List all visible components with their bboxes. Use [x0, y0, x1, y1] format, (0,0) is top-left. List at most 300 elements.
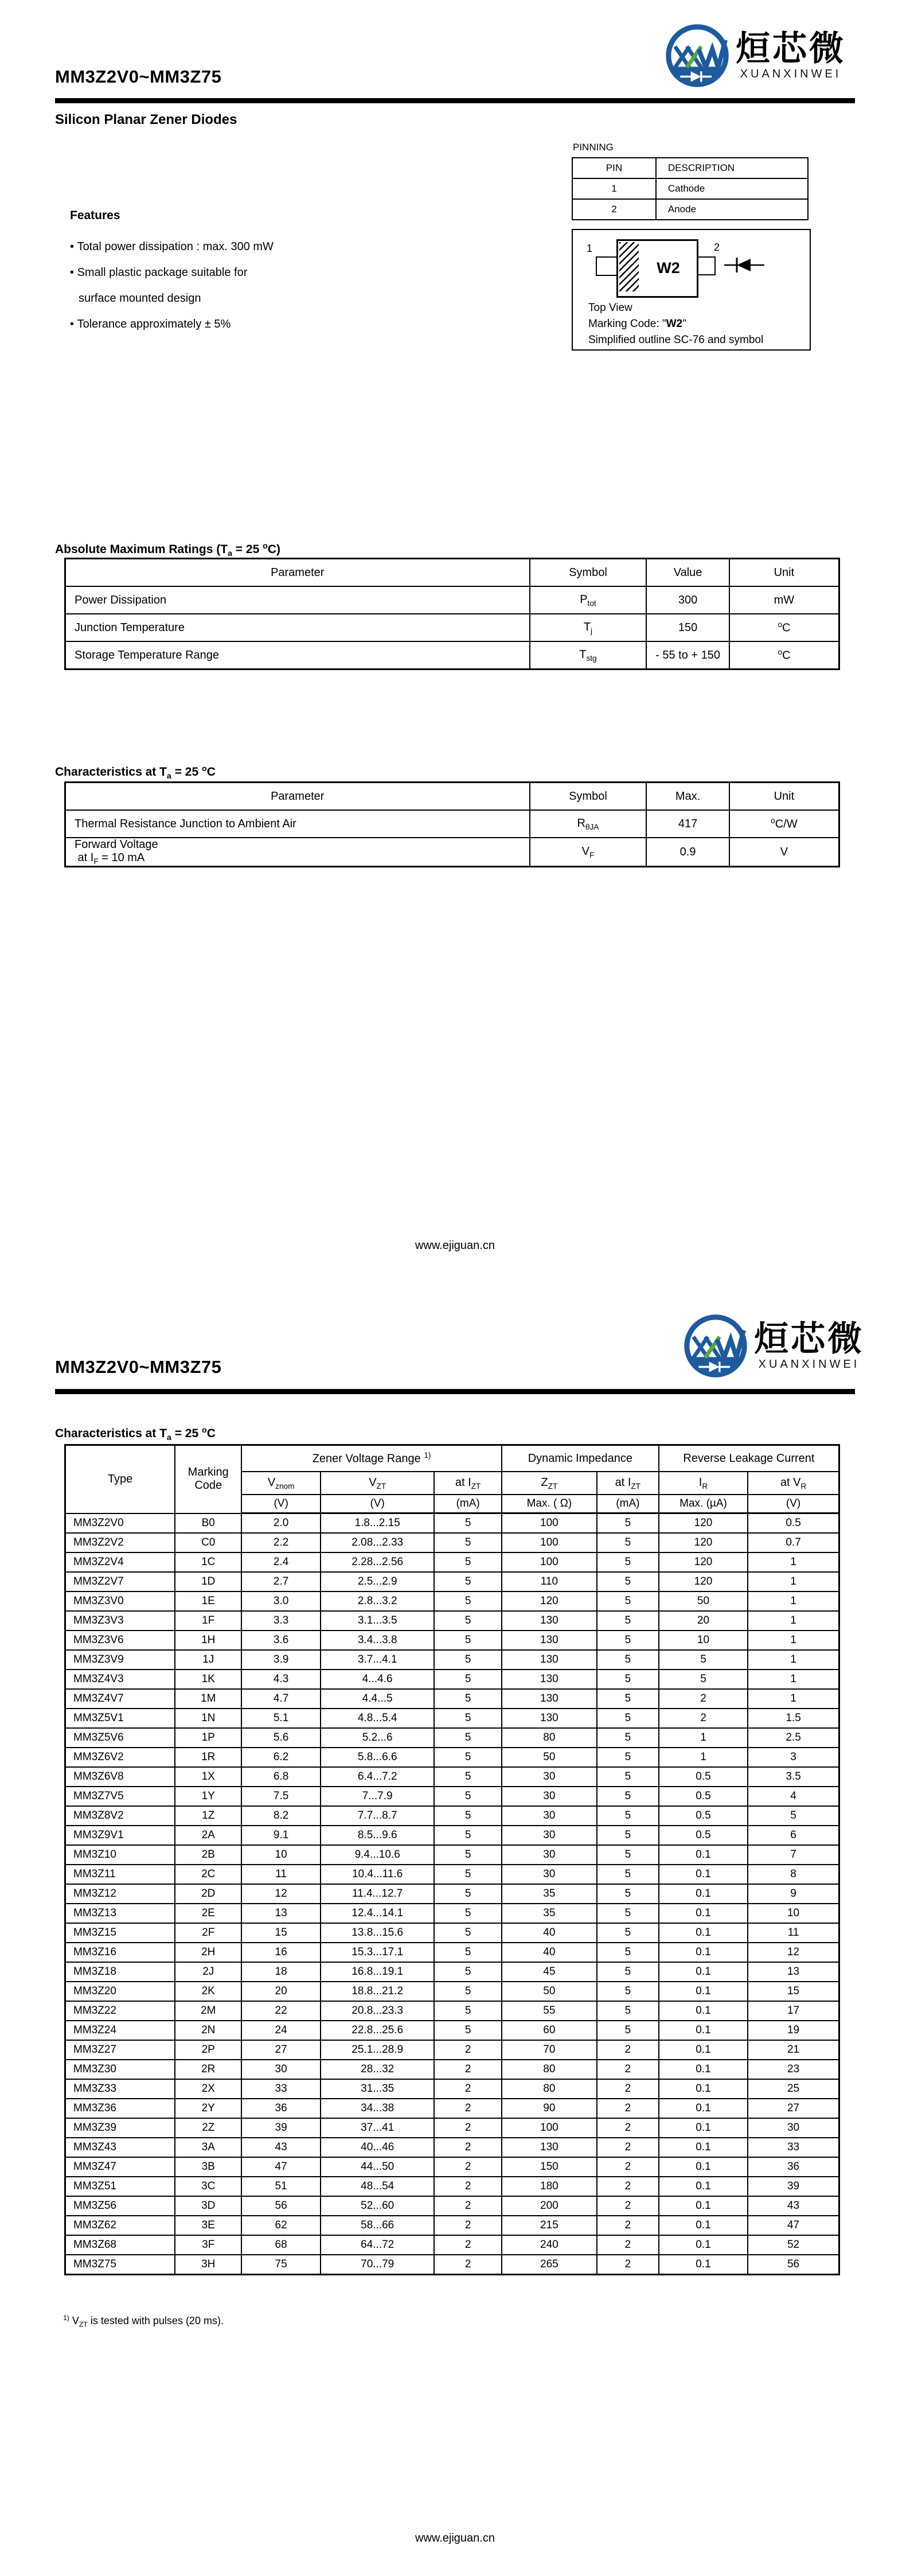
table-cell: 9 — [748, 1884, 839, 1904]
table-cell: 5 — [434, 1904, 501, 1923]
unit-header: Max. (µA) — [659, 1495, 748, 1513]
abs-max-table — [64, 558, 840, 670]
table-cell: 36 — [748, 2157, 839, 2177]
table-cell: 1N — [175, 1709, 241, 1728]
table-row — [65, 1631, 839, 1650]
table-cell: 2 — [434, 2099, 501, 2118]
table-cell: 0.9 — [646, 838, 729, 867]
table-row — [65, 1709, 839, 1728]
table-cell: 120 — [659, 1533, 748, 1552]
table-row — [65, 2001, 839, 2021]
table-cell: 5 — [434, 1767, 501, 1787]
table-cell: 5 — [434, 1748, 501, 1767]
table-cell: 5 — [748, 1806, 839, 1826]
char1-title: Characteristics at $T_a = 25$ $^o$C — [55, 764, 216, 781]
table-cell: 43 — [748, 2196, 839, 2216]
table-footnote: $^{1)}$ $V_{ZT}$ is tested with pulses (20 ms). — [63, 2314, 224, 2329]
table-cell: 2M — [175, 2001, 241, 2021]
table-cell: 11 — [241, 1865, 321, 1884]
caption-line: Simplified outline SC-76 and symbol — [588, 334, 764, 346]
table-cell: 0.1 — [659, 1865, 748, 1884]
table-header-row — [65, 783, 839, 811]
table-cell: 10 — [659, 1631, 748, 1650]
footer-url: www.ejiguan.cn — [415, 2532, 495, 2544]
table-row — [65, 1962, 839, 1982]
table-cell: 5 — [597, 1728, 659, 1748]
table-cell: MM3Z12 — [65, 1884, 175, 1904]
table-cell: MM3Z30 — [65, 2060, 175, 2079]
table-cell: $V_F$ — [530, 838, 647, 867]
table-cell: MM3Z5V6 — [65, 1728, 175, 1748]
table-cell: 5 — [597, 2021, 659, 2040]
table-cell: 40 — [502, 1943, 597, 1962]
table-row — [65, 1884, 839, 1904]
table-cell: 3F — [175, 2235, 241, 2255]
table-cell: 5 — [434, 1709, 501, 1728]
table-row — [65, 1552, 839, 1572]
table-cell: MM3Z4V3 — [65, 1670, 175, 1689]
table-cell: 5 — [597, 1748, 659, 1767]
table-cell: 20 — [659, 1611, 748, 1631]
table-cell: 2.28...2.56 — [321, 1552, 434, 1572]
column-header: Symbol — [530, 559, 647, 587]
table-cell: 2 — [597, 2255, 659, 2275]
table-cell: 6.2 — [241, 1748, 321, 1767]
table-cell: 80 — [502, 1728, 597, 1748]
table-cell: 17 — [748, 2001, 839, 2021]
table-cell: MM3Z11 — [65, 1865, 175, 1884]
table-row — [65, 1650, 839, 1670]
table-cell: MM3Z75 — [65, 2255, 175, 2275]
table-cell: MM3Z3V9 — [65, 1650, 175, 1670]
table-cell: 10 — [748, 1904, 839, 1923]
table-cell: 1 — [748, 1591, 839, 1611]
table-row — [65, 1943, 839, 1962]
xxw-logo-icon — [665, 23, 730, 88]
table-cell: 62 — [241, 2216, 321, 2235]
table-cell: 50 — [502, 1748, 597, 1767]
table-cell: 3.0 — [241, 1591, 321, 1611]
table-cell: 1E — [175, 1591, 241, 1611]
table-cell: 15 — [241, 1923, 321, 1943]
table-cell: 2.08...2.33 — [321, 1533, 434, 1552]
table-cell: 5 — [597, 1513, 659, 1534]
feature-item — [70, 234, 274, 260]
table-cell: - 55 to + 150 — [646, 641, 729, 670]
caption-line: Top View — [588, 302, 632, 314]
table-cell: 5 — [434, 1552, 501, 1572]
table-cell: Junction Temperature — [65, 614, 530, 641]
column-header: $V_{ZT}$ — [321, 1472, 434, 1495]
table-row — [65, 1533, 839, 1552]
table-cell: 1C — [175, 1552, 241, 1572]
table-row — [65, 2138, 839, 2157]
table-cell: MM3Z2V2 — [65, 1533, 175, 1552]
table-cell: 24 — [241, 2021, 321, 2040]
table-row — [65, 2157, 839, 2177]
table-cell: 2 — [434, 2235, 501, 2255]
table-cell: 5 — [597, 1631, 659, 1650]
table-cell: 0.5 — [748, 1513, 839, 1534]
table-row — [65, 1572, 839, 1591]
table-cell: 33 — [748, 2138, 839, 2157]
table-cell: 2 — [434, 2177, 501, 2196]
table-cell: 2 — [597, 2099, 659, 2118]
table-cell: 5 — [434, 1650, 501, 1670]
table-cell: 240 — [502, 2235, 597, 2255]
table-cell: 0.1 — [659, 2079, 748, 2099]
table-cell: 30 — [241, 2060, 321, 2079]
table-cell: 68 — [241, 2235, 321, 2255]
table-cell: 16.8...19.1 — [321, 1962, 434, 1982]
table-cell: 6 — [748, 1826, 839, 1845]
table-cell: 120 — [659, 1513, 748, 1534]
table-cell: MM3Z16 — [65, 1943, 175, 1962]
table-row — [65, 2099, 839, 2118]
table-cell: 2 — [434, 2255, 501, 2275]
table-cell: 20 — [241, 1982, 321, 2001]
table-group-header-row — [65, 1445, 839, 1472]
table-cell: 100 — [502, 2118, 597, 2138]
feature-text: Total power dissipation : max. 300 mW — [77, 240, 274, 253]
table-row — [65, 2177, 839, 2196]
table-cell: 2A — [175, 1826, 241, 1845]
table-cell: 0.1 — [659, 2138, 748, 2157]
table-cell: 22 — [241, 2001, 321, 2021]
table-cell: 25.1...28.9 — [321, 2040, 434, 2060]
unit-header: (mA) — [434, 1495, 501, 1513]
table-cell: 0.7 — [748, 1533, 839, 1552]
table-cell: 5 — [434, 1826, 501, 1845]
table-cell: $T_{stg}$ — [530, 641, 647, 670]
table-cell: 13.8...15.6 — [321, 1923, 434, 1943]
table-cell: 130 — [502, 1709, 597, 1728]
table-cell: 58...66 — [321, 2216, 434, 2235]
table-cell: 5 — [597, 1611, 659, 1631]
table-cell: 5 — [597, 1845, 659, 1865]
table-cell: MM3Z62 — [65, 2216, 175, 2235]
column-header: Symbol — [530, 783, 647, 811]
table-cell: 2Z — [175, 2118, 241, 2138]
table-cell: 2.0 — [241, 1513, 321, 1534]
brand-name-en: XUANXINWEI — [740, 68, 842, 80]
table-cell: 5 — [597, 1650, 659, 1670]
table-row — [65, 2235, 839, 2255]
table-cell: 3B — [175, 2157, 241, 2177]
table-cell: 2H — [175, 1943, 241, 1962]
table-cell: MM3Z27 — [65, 2040, 175, 2060]
table-cell: 15.3...17.1 — [321, 1943, 434, 1962]
table-cell: MM3Z7V5 — [65, 1787, 175, 1806]
brand-name-cn: 烜芯微 — [736, 29, 846, 68]
table-cell: Thermal Resistance Junction to Ambient Air — [65, 810, 530, 838]
table-cell: 30 — [748, 2118, 839, 2138]
table-row — [65, 1904, 839, 1923]
table-cell: 64...72 — [321, 2235, 434, 2255]
table-cell: 2 — [659, 1689, 748, 1709]
table-cell: 36 — [241, 2099, 321, 2118]
table-cell: 0.1 — [659, 2001, 748, 2021]
zener-diode-symbol-icon — [724, 256, 766, 274]
column-header: Max. — [646, 783, 729, 811]
table-cell: 18.8...21.2 — [321, 1982, 434, 2001]
table-cell: $T_j$ — [530, 614, 647, 641]
cathode-lead — [596, 256, 619, 276]
datasheet-page-2 — [0, 1288, 910, 2576]
table-cell: 2 — [597, 2157, 659, 2177]
table-cell: 5 — [434, 1962, 501, 1982]
table-cell: 80 — [502, 2060, 597, 2079]
table-cell: Forward Voltage at $I_F = 10$ mA — [65, 838, 530, 867]
table-row — [65, 641, 839, 670]
column-header: at $I_{ZT}$ — [597, 1472, 659, 1495]
table-cell: 0.1 — [659, 1962, 748, 1982]
table-cell: V — [729, 838, 839, 867]
table-cell: 0.1 — [659, 1845, 748, 1865]
table-cell: MM3Z39 — [65, 2118, 175, 2138]
table-cell: B0 — [175, 1513, 241, 1534]
table-cell: 11.4...12.7 — [321, 1884, 434, 1904]
table-cell: 130 — [502, 1611, 597, 1631]
table-cell: 2 — [434, 2118, 501, 2138]
header-rule — [55, 98, 855, 103]
bullet: • — [70, 240, 77, 253]
table-cell: 30 — [502, 1767, 597, 1787]
table-cell: 1 — [748, 1650, 839, 1670]
table-cell: MM3Z15 — [65, 1923, 175, 1943]
table-cell: 18 — [241, 1962, 321, 1982]
table-cell: MM3Z3V3 — [65, 1611, 175, 1631]
table-cell: 110 — [502, 1572, 597, 1591]
unit-header: Max. ( Ω) — [502, 1495, 597, 1513]
table-cell: 35 — [502, 1904, 597, 1923]
table-cell: 5 — [434, 1865, 501, 1884]
table-cell: 5 — [597, 1904, 659, 1923]
table-cell: 35 — [502, 1884, 597, 1904]
unit-header: (mA) — [597, 1495, 659, 1513]
unit-header: (V) — [241, 1495, 321, 1513]
table-cell: 5 — [434, 1923, 501, 1943]
table-cell: 300 — [646, 586, 729, 614]
column-header: DESCRIPTION — [656, 158, 808, 178]
table-cell: MM3Z51 — [65, 2177, 175, 2196]
table-cell: 3.7...4.1 — [321, 1650, 434, 1670]
table-cell: MM3Z43 — [65, 2138, 175, 2157]
table-cell: 5 — [597, 1923, 659, 1943]
table-cell: $R_{\theta JA}$ — [530, 810, 647, 838]
table-cell: 2 — [597, 2118, 659, 2138]
bullet: • — [70, 318, 77, 330]
table-cell: MM3Z68 — [65, 2235, 175, 2255]
table-cell: 150 — [646, 614, 729, 641]
table-cell: 30 — [502, 1865, 597, 1884]
table-row — [65, 1728, 839, 1748]
table-row — [65, 1767, 839, 1787]
table-row — [65, 2216, 839, 2235]
table-row — [65, 1670, 839, 1689]
column-header-type: Type — [65, 1445, 175, 1513]
table-cell: 7.5 — [241, 1787, 321, 1806]
table-cell: 48...54 — [321, 2177, 434, 2196]
package-body — [616, 239, 698, 298]
table-cell: 130 — [502, 2138, 597, 2157]
table-cell: 3.6 — [241, 1631, 321, 1650]
table-cell: MM3Z2V4 — [65, 1552, 175, 1572]
table-cell: 5 — [597, 1689, 659, 1709]
table-cell: 3.3 — [241, 1611, 321, 1631]
table-cell: 5 — [597, 2001, 659, 2021]
table-cell: 4.4...5 — [321, 1689, 434, 1709]
table-cell: 1 — [748, 1552, 839, 1572]
table-cell: 120 — [659, 1572, 748, 1591]
table-cell: 8.5...9.6 — [321, 1826, 434, 1845]
table-row — [65, 1787, 839, 1806]
table-row — [65, 838, 839, 867]
table-cell: 1P — [175, 1728, 241, 1748]
brand-logo — [683, 1313, 864, 1379]
table-cell: 23 — [748, 2060, 839, 2079]
page-title: MM3Z2V0~MM3Z75 — [55, 67, 222, 87]
table-cell: Anode — [656, 199, 808, 220]
feature-item — [70, 312, 274, 337]
table-row — [65, 1982, 839, 2001]
table-cell: 2N — [175, 2021, 241, 2040]
table-cell: 265 — [502, 2255, 597, 2275]
table-cell: 80 — [502, 2079, 597, 2099]
table-cell: 50 — [502, 1982, 597, 2001]
table-cell: 52...60 — [321, 2196, 434, 2216]
table-cell: 70...79 — [321, 2255, 434, 2275]
table-cell: 3.5 — [748, 1767, 839, 1787]
table-cell: 75 — [241, 2255, 321, 2275]
table-cell: 9.1 — [241, 1826, 321, 1845]
table-cell: 52 — [748, 2235, 839, 2255]
table-cell: 5.8...6.6 — [321, 1748, 434, 1767]
table-cell: 5 — [434, 1513, 501, 1534]
table-cell: 120 — [659, 1552, 748, 1572]
table-cell: 0.1 — [659, 1943, 748, 1962]
table-cell: 34...38 — [321, 2099, 434, 2118]
table-cell: 56 — [748, 2255, 839, 2275]
column-header: Unit — [729, 783, 839, 811]
table-cell: 1 — [659, 1728, 748, 1748]
table-cell: 0.1 — [659, 2021, 748, 2040]
package-captions — [588, 300, 763, 348]
table-cell: 2.2 — [241, 1533, 321, 1552]
table-cell: 3H — [175, 2255, 241, 2275]
table-cell: 0.5 — [659, 1806, 748, 1826]
table-cell: 2X — [175, 2079, 241, 2099]
table-cell: 4.7 — [241, 1689, 321, 1709]
table-cell: 3.9 — [241, 1650, 321, 1670]
table-cell: 2B — [175, 1845, 241, 1865]
table-cell: 0.1 — [659, 2118, 748, 2138]
table-cell: 100 — [502, 1552, 597, 1572]
table-cell: 2 — [434, 2196, 501, 2216]
table-row — [65, 2255, 839, 2275]
table-cell: 30 — [502, 1806, 597, 1826]
table-cell: 5 — [659, 1670, 748, 1689]
table-cell: Power Dissipation — [65, 586, 530, 614]
table-cell: 1Z — [175, 1806, 241, 1826]
table-cell: 2 — [597, 2196, 659, 2216]
column-header: Parameter — [65, 559, 530, 587]
brand-name-en: XUANXINWEI — [758, 1358, 860, 1371]
table-cell: 12 — [748, 1943, 839, 1962]
table-cell: 5 — [597, 1767, 659, 1787]
table-row — [65, 2040, 839, 2060]
table-row — [65, 2079, 839, 2099]
bullet: • — [70, 266, 77, 279]
table-cell: 2 — [659, 1709, 748, 1728]
table-cell: MM3Z36 — [65, 2099, 175, 2118]
pin2-label: 2 — [714, 242, 720, 253]
table-cell: 4.8...5.4 — [321, 1709, 434, 1728]
group-header-reverse-leakage-current: Reverse Leakage Current — [659, 1445, 839, 1472]
table-cell: 28...32 — [321, 2060, 434, 2079]
table-cell: 130 — [502, 1689, 597, 1709]
table-cell: 5 — [597, 1943, 659, 1962]
table-cell: 5 — [597, 1552, 659, 1572]
table-cell: 39 — [241, 2118, 321, 2138]
table-cell: 1D — [175, 1572, 241, 1591]
table-cell: 2Y — [175, 2099, 241, 2118]
abs-max-title: Absolute Maximum Ratings ($T_a = 25$ $^o$C) — [55, 542, 280, 559]
table-row — [65, 810, 839, 838]
table-cell: 5.2...6 — [321, 1728, 434, 1748]
table-cell: $^o$C/W — [729, 810, 839, 838]
table-cell: 130 — [502, 1650, 597, 1670]
table-cell: 8 — [748, 1865, 839, 1884]
column-header: $Z_{ZT}$ — [502, 1472, 597, 1495]
pin1-label: 1 — [587, 243, 593, 254]
table-cell: 40...46 — [321, 2138, 434, 2157]
table-cell: MM3Z6V2 — [65, 1748, 175, 1767]
table-cell: 27 — [241, 2040, 321, 2060]
column-header: $I_R$ — [659, 1472, 748, 1495]
table-cell: MM3Z8V2 — [65, 1806, 175, 1826]
table-cell: 5 — [597, 1572, 659, 1591]
table-row — [65, 1689, 839, 1709]
table-header-row — [572, 158, 808, 178]
table-cell: MM3Z10 — [65, 1845, 175, 1865]
table-cell: 8.2 — [241, 1806, 321, 1826]
table-cell: 27 — [748, 2099, 839, 2118]
table-cell: mW — [729, 586, 839, 614]
column-header: Unit — [729, 559, 839, 587]
table-cell: 0.1 — [659, 1904, 748, 1923]
table-cell: MM3Z20 — [65, 1982, 175, 2001]
table-cell: 5 — [434, 1533, 501, 1552]
table-cell: 44...50 — [321, 2157, 434, 2177]
table-cell: 2.5 — [748, 1728, 839, 1748]
table-cell: 13 — [241, 1904, 321, 1923]
header-rule — [55, 1389, 855, 1394]
table-cell: MM3Z33 — [65, 2079, 175, 2099]
table-cell: 5 — [434, 2021, 501, 2040]
table-cell: 1.5 — [748, 1709, 839, 1728]
table-cell: 5 — [597, 1982, 659, 2001]
table-cell: $^o$C — [729, 641, 839, 670]
table-cell: 5 — [597, 1709, 659, 1728]
table-cell: MM3Z24 — [65, 2021, 175, 2040]
brand-name-cn: 烜芯微 — [754, 1320, 864, 1358]
table-cell: 37...41 — [321, 2118, 434, 2138]
table-cell: 3.1...3.5 — [321, 1611, 434, 1631]
table-cell: C0 — [175, 1533, 241, 1552]
table-cell: 0.1 — [659, 1923, 748, 1943]
table-cell: 1X — [175, 1767, 241, 1787]
